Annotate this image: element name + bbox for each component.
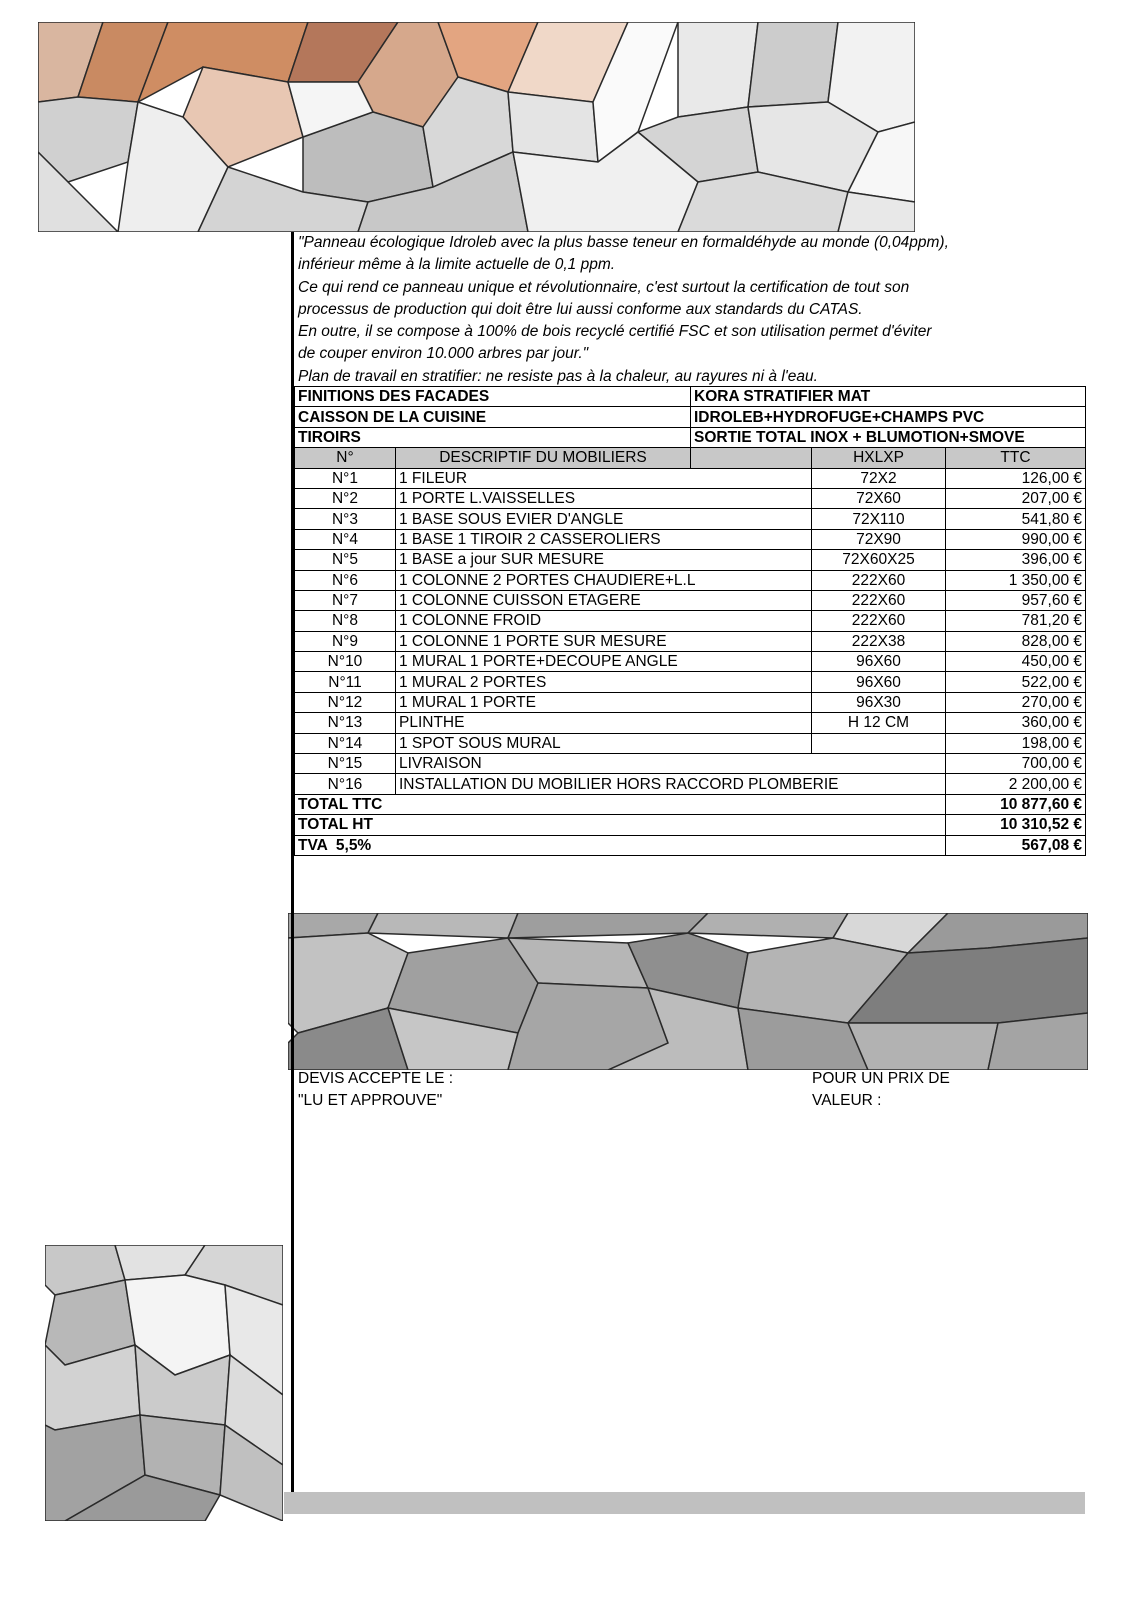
intro-line: Plan de travail en stratifier: ne resiste pas à la chaleur, au rayures ni à l'eau. — [298, 367, 818, 385]
item-number: N°7 — [295, 590, 396, 610]
spec-value: IDROLEB+HYDROFUGE+CHAMPS PVC — [691, 407, 1086, 427]
price-note-line: POUR UN PRIX DE — [812, 1070, 950, 1087]
item-dimensions: 222X60 — [812, 611, 946, 631]
item-price: 781,20 € — [946, 611, 1086, 631]
item-dimensions: 96X60 — [812, 652, 946, 672]
spec-row-caisson — [295, 407, 1086, 427]
item-price: 450,00 € — [946, 652, 1086, 672]
total-label: TOTAL HT — [295, 815, 946, 835]
item-price: 990,00 € — [946, 529, 1086, 549]
item-description: INSTALLATION DU MOBILIER HORS RACCORD PLOMBERIE — [396, 774, 946, 794]
item-dimensions: 222X60 — [812, 570, 946, 590]
spec-value: SORTIE TOTAL INOX + BLUMOTION+SMOVE — [691, 427, 1086, 447]
item-dimensions: 72X110 — [812, 509, 946, 529]
intro-line: Ce qui rend ce panneau unique et révolutionnaire, c'est surtout la certification de tout son — [298, 278, 910, 296]
item-description: 1 BASE SOUS EVIER D'ANGLE — [396, 509, 812, 529]
item-description: LIVRAISON — [396, 754, 946, 774]
table-row — [295, 611, 1086, 631]
table-row — [295, 468, 1086, 488]
item-number: N°1 — [295, 468, 396, 488]
acceptance-date-label: DEVIS ACCEPTE LE : — [298, 1070, 454, 1087]
item-dimensions: 72X90 — [812, 529, 946, 549]
item-price: 198,00 € — [946, 733, 1086, 753]
column-header-desc: DESCRIPTIF DU MOBILIERS — [396, 448, 691, 468]
item-number: N°13 — [295, 713, 396, 733]
table-row — [295, 529, 1086, 549]
intro-line: de couper environ 10.000 arbres par jour." — [298, 345, 589, 363]
item-description: 1 COLONNE CUISSON ETAGERE — [396, 590, 812, 610]
column-header-blank — [691, 448, 812, 468]
intro-line: inférieur même à la limite actuelle de 0,1 ppm. — [298, 256, 616, 274]
table-row — [295, 672, 1086, 692]
item-description: 1 MURAL 1 PORTE+DECOUPE ANGLE — [396, 652, 812, 672]
item-number: N°14 — [295, 733, 396, 753]
column-header-dims: HXLXP — [812, 448, 946, 468]
item-dimensions: H 12 CM — [812, 713, 946, 733]
item-description: 1 PORTE L.VAISSELLES — [396, 488, 812, 508]
item-price: 957,60 € — [946, 590, 1086, 610]
item-dimensions: 222X38 — [812, 631, 946, 651]
footer-bar — [284, 1492, 1085, 1514]
table-row — [295, 509, 1086, 529]
item-price: 1 350,00 € — [946, 570, 1086, 590]
decorative-mosaic-top — [38, 22, 915, 232]
item-number: N°10 — [295, 652, 396, 672]
column-header-price: TTC — [946, 448, 1086, 468]
intro-line: "Panneau écologique Idroleb avec la plus basse teneur en formaldéhyde au monde (0,04ppm), — [298, 234, 949, 251]
item-number: N°5 — [295, 550, 396, 570]
item-number: N°6 — [295, 570, 396, 590]
total-value: 567,08 € — [946, 835, 1086, 855]
table-row — [295, 570, 1086, 590]
item-description: 1 MURAL 1 PORTE — [396, 692, 812, 712]
spec-row-facades — [295, 387, 1086, 407]
item-dimensions — [812, 733, 946, 753]
spec-label: FINITIONS DES FACADES — [295, 387, 691, 407]
column-header-num: N° — [295, 448, 396, 468]
item-number: N°12 — [295, 692, 396, 712]
item-description: 1 BASE 1 TIROIR 2 CASSEROLIERS — [396, 529, 812, 549]
item-price: 270,00 € — [946, 692, 1086, 712]
item-price: 541,80 € — [946, 509, 1086, 529]
table-row — [295, 692, 1086, 712]
quote-table — [294, 386, 1086, 856]
table-row — [295, 713, 1086, 733]
item-price: 396,00 € — [946, 550, 1086, 570]
total-value: 10 310,52 € — [946, 815, 1086, 835]
table-row — [295, 774, 1086, 794]
item-dimensions: 72X2 — [812, 468, 946, 488]
item-dimensions: 96X30 — [812, 692, 946, 712]
table-row — [295, 652, 1086, 672]
table-header-row — [295, 448, 1086, 468]
item-description: 1 MURAL 2 PORTES — [396, 672, 812, 692]
item-price: 126,00 € — [946, 468, 1086, 488]
item-price: 828,00 € — [946, 631, 1086, 651]
item-description: 1 COLONNE 1 PORTE SUR MESURE — [396, 631, 812, 651]
item-number: N°2 — [295, 488, 396, 508]
price-note-line: VALEUR : — [812, 1092, 882, 1110]
intro-paragraph — [298, 232, 1088, 388]
intro-line: processus de production qui doit être lui aussi conforme aux standards du CATAS. — [298, 300, 863, 318]
total-label: TOTAL TTC — [295, 794, 946, 814]
item-price: 522,00 € — [946, 672, 1086, 692]
item-number: N°8 — [295, 611, 396, 631]
item-dimensions: 96X60 — [812, 672, 946, 692]
item-price: 2 200,00 € — [946, 774, 1086, 794]
spec-row-tiroirs — [295, 427, 1086, 447]
table-row — [295, 488, 1086, 508]
decorative-mosaic-middle — [288, 913, 1088, 1070]
item-description: 1 SPOT SOUS MURAL — [396, 733, 812, 753]
item-description: 1 FILEUR — [396, 468, 812, 488]
item-number: N°4 — [295, 529, 396, 549]
item-description: 1 COLONNE 2 PORTES CHAUDIERE+L.L — [396, 570, 812, 590]
item-description: PLINTHE — [396, 713, 812, 733]
spec-value: KORA STRATIFIER MAT — [691, 387, 1086, 407]
item-number: N°9 — [295, 631, 396, 651]
item-dimensions: 72X60X25 — [812, 550, 946, 570]
total-label: TVA 5,5% — [295, 835, 946, 855]
spec-label: CAISSON DE LA CUISINE — [295, 407, 691, 427]
item-price: 700,00 € — [946, 754, 1086, 774]
table-row — [295, 590, 1086, 610]
table-row — [295, 754, 1086, 774]
acceptance-block — [298, 1068, 453, 1113]
item-description: 1 BASE a jour SUR MESURE — [396, 550, 812, 570]
tva-row — [295, 835, 1086, 855]
total-ht-row — [295, 815, 1086, 835]
spec-label: TIROIRS — [295, 427, 691, 447]
item-number: N°3 — [295, 509, 396, 529]
item-number: N°11 — [295, 672, 396, 692]
item-dimensions: 72X60 — [812, 488, 946, 508]
price-note-block — [812, 1068, 950, 1113]
item-number: N°16 — [295, 774, 396, 794]
intro-line: En outre, il se compose à 100% de bois recyclé certifié FSC et son utilisation permet d'éviter — [298, 323, 932, 341]
total-value: 10 877,60 € — [946, 794, 1086, 814]
item-price: 360,00 € — [946, 713, 1086, 733]
item-price: 207,00 € — [946, 488, 1086, 508]
table-row — [295, 733, 1086, 753]
total-ttc-row — [295, 794, 1086, 814]
table-row — [295, 550, 1086, 570]
item-description: 1 COLONNE FROID — [396, 611, 812, 631]
acceptance-approval-label: "LU ET APPROUVE" — [298, 1092, 443, 1110]
table-row — [295, 631, 1086, 651]
item-number: N°15 — [295, 754, 396, 774]
decorative-mosaic-left — [45, 1245, 283, 1521]
item-dimensions: 222X60 — [812, 590, 946, 610]
